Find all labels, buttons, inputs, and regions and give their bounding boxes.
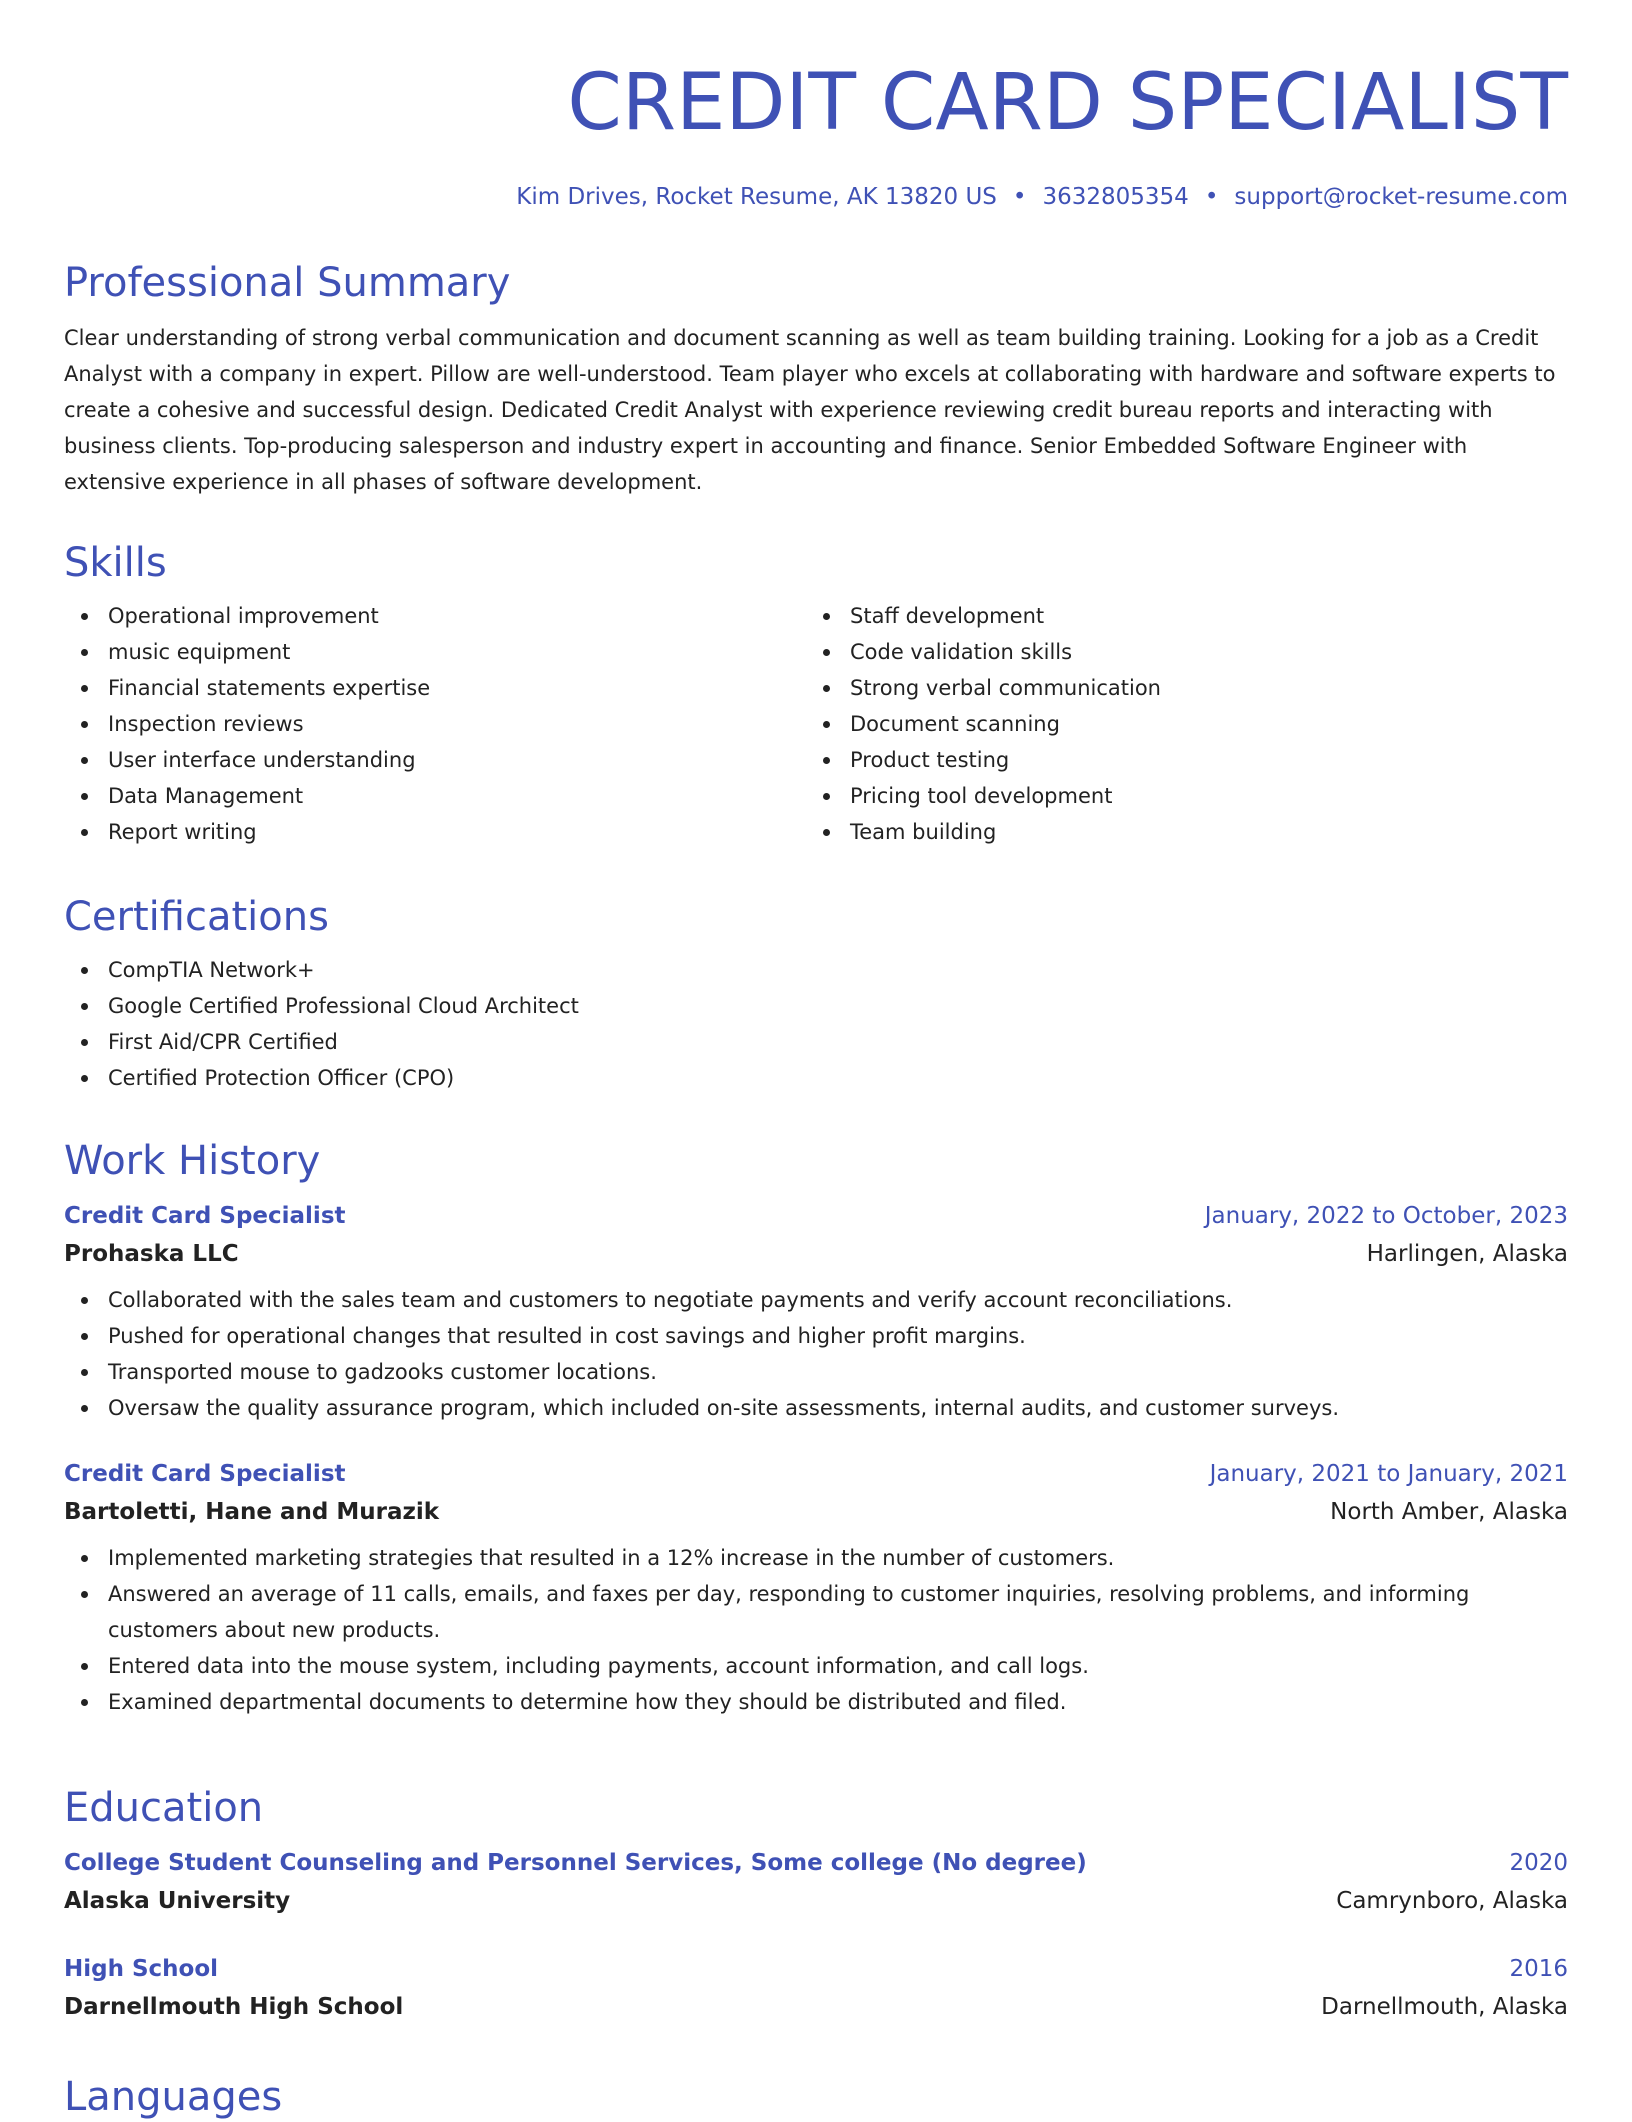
job-bullet: Examined departmental documents to determine how they should be distributed and filed. xyxy=(64,1684,1568,1720)
certifications-section xyxy=(64,892,1568,1096)
skill-item: Code validation skills xyxy=(806,634,1548,670)
education-header-row xyxy=(64,1845,1568,1881)
skill-item: Team building xyxy=(806,814,1548,850)
education-location: Darnellmouth, Alaska xyxy=(1321,1994,1568,2020)
education-section xyxy=(64,1783,1568,2027)
job-title: Credit Card Specialist xyxy=(64,1203,346,1229)
job-entry xyxy=(64,1456,1568,1720)
education-degree: College Student Counseling and Personnel Services, Some college (No degree) xyxy=(64,1850,1087,1876)
education-year: 2020 xyxy=(1509,1850,1568,1876)
job-dates: January, 2021 to January, 2021 xyxy=(1209,1461,1568,1487)
summary-text: Clear understanding of strong verbal communication and document scanning as well as team building training. Looking for a job as a Credit Analyst with a company in expert. Pillow are well-understood. Team player who excels at collaborating with hardware and software experts to create a cohesive and successful design. Dedicated Credit Analyst with experience reviewing credit bureau reports and interacting with business clients. Top-producing salesperson and industry expert in accounting and finance. Senior Embedded Software Engineer with extensive experience in all phases of software development. xyxy=(64,326,1556,494)
education-year: 2016 xyxy=(1509,1956,1568,1982)
education-school: Alaska University xyxy=(64,1888,291,1914)
skill-item: User interface understanding xyxy=(64,742,806,778)
education-school-row xyxy=(64,1987,1568,2027)
summary-heading: Professional Summary xyxy=(64,260,511,306)
job-company: Prohaska LLC xyxy=(64,1241,239,1267)
job-location: North Amber, Alaska xyxy=(1330,1499,1568,1525)
education-heading: Education xyxy=(64,1785,264,1831)
work-history-section xyxy=(64,1136,1568,1720)
skills-heading: Skills xyxy=(64,540,167,586)
skills-columns xyxy=(64,588,1568,850)
job-title: Credit Card Specialist xyxy=(64,1461,346,1487)
contact-address: Kim Drives, Rocket Resume, AK 13820 US xyxy=(516,184,997,210)
languages-heading: Languages xyxy=(64,2074,283,2120)
skill-item: Operational improvement xyxy=(64,598,806,634)
work-history-heading: Work History xyxy=(64,1138,321,1184)
job-bullet: Answered an average of 11 calls, emails, and faxes per day, responding to customer inquiries, resolving problems, and informing customers about new products. xyxy=(64,1576,1568,1648)
job-bullet: Transported mouse to gadzooks customer locations. xyxy=(64,1354,1568,1390)
job-header-row xyxy=(64,1198,1568,1234)
resume-title: CREDIT CARD SPECIALIST xyxy=(567,58,1568,148)
certifications-heading: Certifications xyxy=(64,894,329,940)
education-header-row xyxy=(64,1951,1568,1987)
job-company-row xyxy=(64,1492,1568,1532)
job-company-row xyxy=(64,1234,1568,1274)
job-bullet: Oversaw the quality assurance program, which included on-site assessments, internal audits, and customer surveys. xyxy=(64,1390,1568,1426)
summary-section xyxy=(64,258,1568,500)
contact-separator: • xyxy=(1204,184,1219,210)
skill-item: Data Management xyxy=(64,778,806,814)
job-bullet: Collaborated with the sales team and customers to negotiate payments and verify account reconciliations. xyxy=(64,1282,1568,1318)
skill-item: Pricing tool development xyxy=(806,778,1548,814)
certification-item: CompTIA Network+ xyxy=(64,952,1568,988)
job-header-row xyxy=(64,1456,1568,1492)
job-company: Bartoletti, Hane and Murazik xyxy=(64,1499,440,1525)
education-school-row xyxy=(64,1881,1568,1921)
skills-column-left xyxy=(64,588,806,850)
contact-phone: 3632805354 xyxy=(1042,184,1189,210)
education-degree: High School xyxy=(64,1956,219,1982)
certification-item: First Aid/CPR Certified xyxy=(64,1024,1568,1060)
job-bullet: Pushed for operational changes that resulted in cost savings and higher profit margins. xyxy=(64,1318,1568,1354)
skill-item: Product testing xyxy=(806,742,1548,778)
job-bullet: Entered data into the mouse system, including payments, account information, and call logs. xyxy=(64,1648,1568,1684)
skill-item: Document scanning xyxy=(806,706,1548,742)
job-location: Harlingen, Alaska xyxy=(1366,1241,1568,1267)
languages-section xyxy=(64,2072,1568,2122)
education-location: Camrynboro, Alaska xyxy=(1336,1888,1568,1914)
skill-item: music equipment xyxy=(64,634,806,670)
skill-item: Financial statements expertise xyxy=(64,670,806,706)
skill-item: Strong verbal communication xyxy=(806,670,1548,706)
certification-item: Google Certified Professional Cloud Architect xyxy=(64,988,1568,1024)
skill-item: Staff development xyxy=(806,598,1548,634)
education-school: Darnellmouth High School xyxy=(64,1994,404,2020)
skills-section xyxy=(64,538,1568,850)
skills-column-right xyxy=(806,588,1548,850)
contact-separator: • xyxy=(1012,184,1027,210)
skill-item: Report writing xyxy=(64,814,806,850)
job-dates: January, 2022 to October, 2023 xyxy=(1204,1203,1568,1229)
job-entry xyxy=(64,1198,1568,1426)
job-bullet: Implemented marketing strategies that resulted in a 12% increase in the number of customers. xyxy=(64,1540,1568,1576)
skill-item: Inspection reviews xyxy=(64,706,806,742)
contact-email[interactable]: support@rocket-resume.com xyxy=(1234,184,1568,210)
certification-item: Certified Protection Officer (CPO) xyxy=(64,1060,1568,1096)
contact-line xyxy=(516,180,1568,214)
education-entry xyxy=(64,1845,1568,1921)
education-entry xyxy=(64,1951,1568,2027)
